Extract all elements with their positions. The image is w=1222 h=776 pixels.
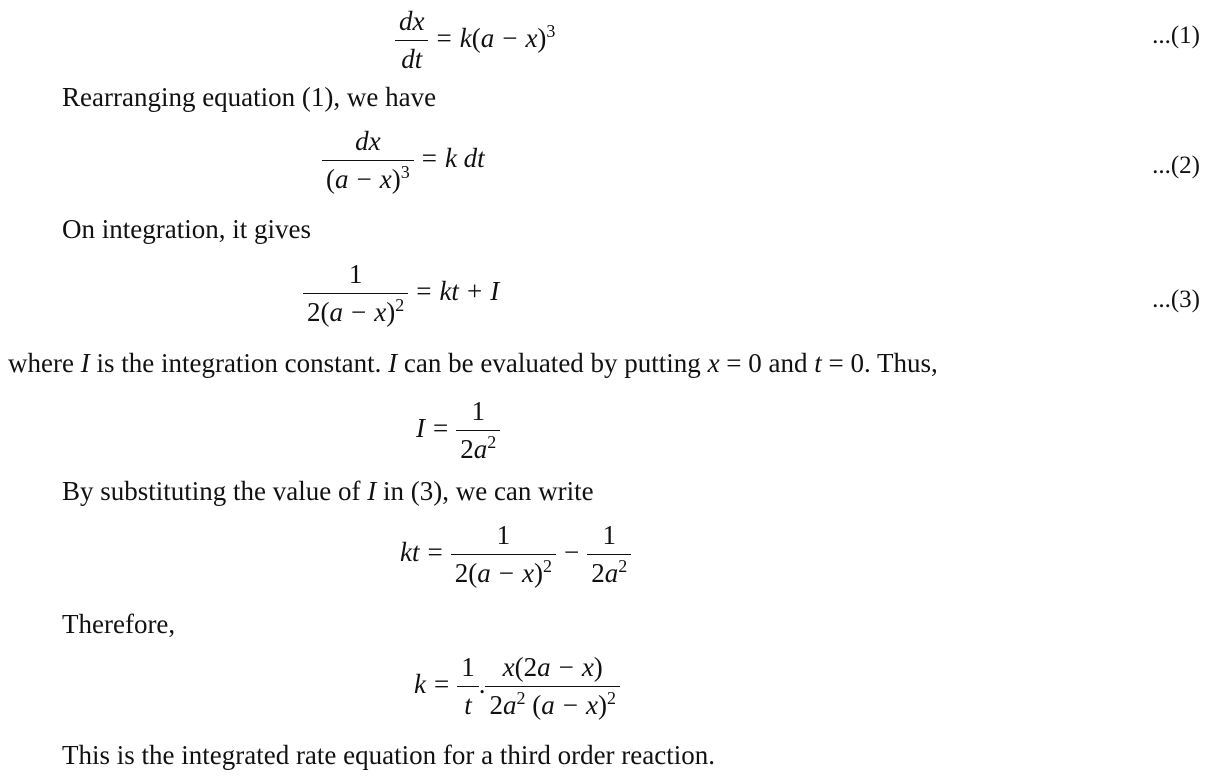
text-line-6: This is the integrated rate equation for a third order reaction. [62, 740, 715, 770]
fraction-dx-over-a-minus-x-cubed: $\frac{dx}{(a - x)^3}$ [322, 126, 414, 195]
text-line-3: where I is the integration constant. I can be evaluated by putting x = 0 and t = 0. Thus, [8, 348, 938, 378]
text-line-4: By substituting the value of I in (3), we can write [62, 476, 594, 506]
equation-number-3: ...(3) [1152, 286, 1200, 313]
fraction-one-over-two-a-minus-x-squared: $\frac{1}{2(a - x)^2}$ [303, 259, 408, 328]
equation-kt: kt = $\frac{1}{2(a - x)^2}$ − $\frac{1}{2a^2}$ [400, 520, 631, 589]
fraction-one-over-two-a-minus-x-squared-2: $\frac{1}{2(a - x)^2}$ [451, 520, 556, 589]
fraction-one-over-t: $\frac{1}{t}$ [457, 652, 479, 721]
equation-I-value: I = $\frac{1}{2a^2}$ [416, 396, 500, 465]
equation-k: k = $\frac{1}{t}$ . $\frac{x(2a - x)}{2a^2 (a - x)^2}$ [414, 652, 620, 721]
text-line-1: Rearranging equation (1), we have [62, 82, 437, 112]
equation-number-1: ...(1) [1152, 22, 1200, 49]
text-line-2: On integration, it gives [62, 214, 311, 244]
fraction-one-over-two-a-squared: $\frac{1}{2a^2}$ [456, 396, 500, 465]
equation-2: $\frac{dx}{(a - x)^3}$ = k dt [322, 126, 485, 195]
fraction-dx-dt: $\frac{dx}{dt}$ [395, 6, 428, 75]
equation-1: $\frac{dx}{dt}$ = $k(a - x)^3$ [395, 6, 555, 75]
equation-3: $\frac{1}{2(a - x)^2}$ = kt + I [303, 259, 499, 328]
text-line-5: Therefore, [62, 609, 176, 639]
fraction-rate-constant: $\frac{x(2a - x)}{2a^2 (a - x)^2}$ [485, 652, 619, 721]
equation-number-2: ...(2) [1152, 152, 1200, 179]
fraction-one-over-two-a-squared-2: $\frac{1}{2a^2}$ [587, 520, 631, 589]
